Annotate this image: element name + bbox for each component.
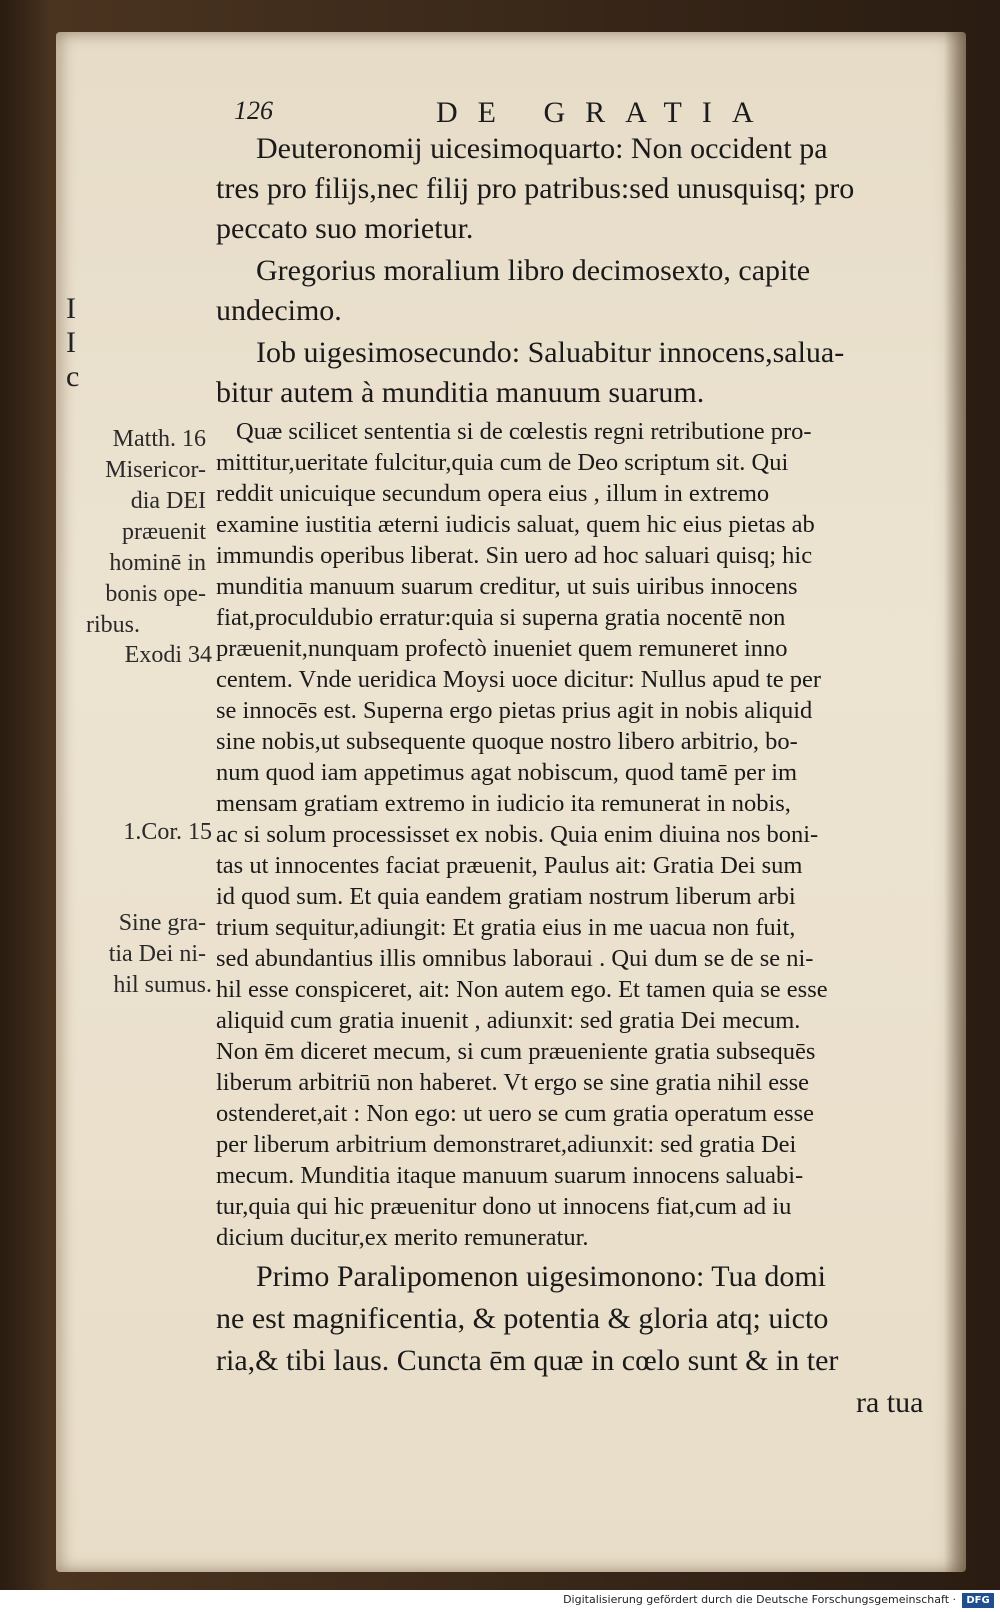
text-line: sed abundantius illis omnibus laboraui . Qui dum se de se ni- <box>216 945 814 972</box>
text-line: præuenit,nunquam profectò inueniet quem remuneret inno <box>216 635 788 662</box>
text-line: liberum arbitriū non haberet. Vt ergo se sine gratia nihil esse <box>216 1069 810 1096</box>
margin-note: præuenit <box>122 519 206 545</box>
text-line: mecum. Munditia itaque manuum suarum innocens saluabi- <box>216 1162 804 1189</box>
margin-note: Misericor- <box>105 457 206 483</box>
text-line: Iob uigesimosecundo: Saluabitur innocens,salua- <box>256 336 845 369</box>
text-line: se innocēs est. Superna ergo pietas prius agit in nobis aliquid <box>216 697 813 724</box>
text-line: centem. Vnde ueridica Moysi uoce dicitur: Nullus apud te per <box>216 666 822 693</box>
text-line: trium sequitur,adiungit: Et gratia eius in me uacua non fuit, <box>216 914 796 941</box>
margin-note: hominē in <box>109 550 206 576</box>
gutter-fragment: I <box>66 326 76 359</box>
text-line: mittitur,ueritate fulcitur,quia cum de Deo scriptum sit. Qui <box>216 449 789 476</box>
margin-note: ribus. <box>86 612 140 638</box>
text-line: sine nobis,ut subsequente quoque nostro libero arbitrio, bo- <box>216 728 798 755</box>
text-line: undecimo. <box>216 294 342 327</box>
text-line: Primo Paralipomenon uigesimonono: Tua domi <box>256 1260 827 1293</box>
text-line: aliquid cum gratia inuenit , adiunxit: sed gratia Dei mecum. <box>216 1007 801 1034</box>
margin-note: Matth. 16 <box>112 426 206 452</box>
page-edge-shadow <box>944 32 966 1572</box>
text-line: examine iustitia æterni iudicis saluat, quem hic eius pietas ab <box>216 511 815 538</box>
margin-note: 1.Cor. 15 <box>123 819 212 845</box>
text-line: Non ēm diceret mecum, si cum præueniente gratia subsequēs <box>216 1038 816 1065</box>
page-number: 126 <box>234 96 273 125</box>
text-line: ria,& tibi laus. Cuncta ēm quæ in cœlo sunt & in ter <box>216 1344 839 1377</box>
gutter-fragment: I <box>66 292 76 325</box>
catchword: ra tua <box>856 1386 924 1419</box>
text-line: tur,quia qui hic præuenitur dono ut innocens fiat,cum ad iu <box>216 1193 792 1220</box>
footer-credit: Digitalisierung gefördert durch die Deutsche Forschungsgemeinschaft · <box>563 1593 956 1606</box>
main-text <box>216 132 936 1552</box>
margin-note: hil sumus. <box>113 972 212 998</box>
text-line: tas ut innocentes faciat præuenit, Paulus ait: Gratia Dei sum <box>216 852 803 879</box>
margin-note: tia Dei ni- <box>108 941 206 967</box>
book-page <box>56 32 966 1572</box>
text-line: ac si solum processisset ex nobis. Quia enim diuina nos boni- <box>216 821 819 848</box>
margin-note: dia DEI <box>130 488 206 514</box>
dfg-logo: DFG <box>962 1593 994 1608</box>
text-line: hil esse conspiceret, ait: Non autem ego. Et tamen quia se esse <box>216 976 828 1003</box>
text-line: num quod iam appetimus agat nobiscum, quod tamē per im <box>216 759 798 786</box>
text-line: Gregorius moralium libro decimosexto, capite <box>256 254 811 287</box>
text-line: fiat,proculdubio erratur:quia si superna gratia nocentē non <box>216 604 786 631</box>
text-line: munditia manuum suarum creditur, ut suis uiribus innocens <box>216 573 798 600</box>
text-line: tres pro filijs,nec filij pro patribus:sed unusquisq; pro <box>216 172 855 205</box>
text-line: Quæ scilicet sententia si de cœlestis regni retributione pro- <box>236 418 812 445</box>
text-line: dicium ducitur,ex merito remuneratur. <box>216 1224 589 1251</box>
text-line: ne est magnificentia, & potentia & gloria atq; uicto <box>216 1302 829 1335</box>
text-line: peccato suo morietur. <box>216 212 474 245</box>
text-line: immundis operibus liberat. Sin uero ad hoc saluari quisq; hic <box>216 542 813 569</box>
text-line: mensam gratiam extremo in iudicio ita remunerat in nobis, <box>216 790 791 817</box>
text-line: reddit unicuique secundum opera eius , illum in extremo <box>216 480 770 507</box>
margin-note: bonis ope- <box>105 581 206 607</box>
gutter-fragment: c <box>66 360 80 393</box>
margin-note: Exodi 34 <box>124 642 212 668</box>
digitization-footer <box>0 1590 1000 1612</box>
text-line: per liberum arbitrium demonstraret,adiunxit: sed gratia Dei <box>216 1131 797 1158</box>
text-line: Deuteronomij uicesimoquarto: Non occident pa <box>256 132 828 165</box>
left-gutter-fragments <box>66 292 92 412</box>
text-line: id quod sum. Et quia eandem gratiam nostrum liberum arbi <box>216 883 796 910</box>
running-title: DE GRATIA <box>436 96 774 129</box>
margin-note: Sine gra- <box>118 910 206 936</box>
text-line: ostenderet,ait : Non ego: ut uero se cum gratia operatum esse <box>216 1100 815 1127</box>
text-line: bitur autem à munditia manuum suarum. <box>216 376 705 409</box>
